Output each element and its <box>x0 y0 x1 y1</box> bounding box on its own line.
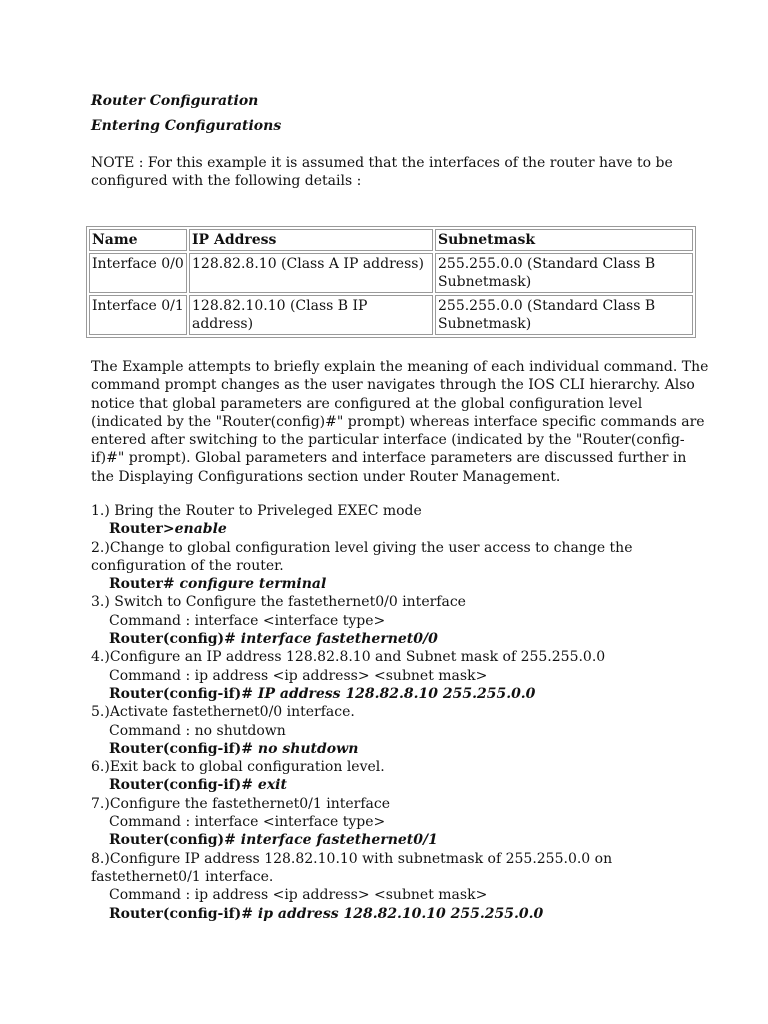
page-title: Router Configuration <box>91 93 259 109</box>
command-syntax: Command : ip address <ip address> <subnet mask> <box>109 887 488 904</box>
command: interface fastethernet0/1 <box>240 832 438 849</box>
prompt: Router(config)# <box>109 832 241 849</box>
step-text: 1.) Bring the Router to Priveleged EXEC mode <box>91 503 422 519</box>
command-syntax: Command : ip address <ip address> <subnet mask> <box>109 667 488 684</box>
prompt: Router# <box>109 576 180 593</box>
command: no shutdown <box>257 740 359 757</box>
command-syntax: Command : no shutdown <box>109 722 286 739</box>
prompt: Router(config-if)# <box>109 685 258 702</box>
step-text: 4.)Configure an IP address 128.82.8.10 and Subnet mask of 255.255.0.0 <box>91 649 606 666</box>
command: IP address 128.82.8.10 255.255.0.0 <box>257 685 536 702</box>
header-ip-address: IP Address <box>189 229 433 251</box>
command: enable <box>174 521 227 538</box>
command-line <box>91 685 721 703</box>
cell-subnetmask: 255.255.0.0 (Standard Class B Subnetmask) <box>435 253 693 293</box>
header-subnetmask: Subnetmask <box>435 229 693 251</box>
prompt: Router(config-if)# <box>109 905 258 922</box>
prompt: Router(config-if)# <box>109 777 258 794</box>
table-row <box>89 253 693 293</box>
step-text: 3.) Switch to Configure the fastethernet0/0 interface <box>91 594 466 611</box>
step-text: 2.)Change to global configuration level giving the user access to change the configuration of the router. <box>91 539 633 574</box>
command-syntax: Command : interface <interface type> <box>109 814 386 831</box>
prompt: Router(config)# <box>109 631 241 648</box>
prompt: Router> <box>109 521 175 538</box>
command: ip address 128.82.10.10 255.255.0.0 <box>257 905 544 922</box>
cell-ip-address: 128.82.10.10 (Class B IP address) <box>189 295 433 335</box>
cell-name: Interface 0/0 <box>89 253 187 293</box>
explanation-paragraph: The Example attempts to briefly explain the meaning of each individual command. The command prompt changes as the user navigates through the IOS CLI hierarchy. Also notice that global parameters are configured at the global configuration level (indicated by the "Router(config)#" prompt) whereas interface specific commands are entered after switching to the particular interface (indicated by the "Router(config-if)#" prompt). Global parameters and interface parameters are discussed further in the Displaying Configurations section under Router Management. <box>91 359 709 485</box>
command-line <box>91 776 721 794</box>
cell-ip-address: 128.82.8.10 (Class A IP address) <box>189 253 433 293</box>
table-header-row <box>89 229 693 251</box>
command-line <box>91 630 721 648</box>
command: interface fastethernet0/0 <box>240 631 438 648</box>
command-line <box>91 740 721 758</box>
header-name: Name <box>89 229 187 251</box>
note-paragraph: NOTE : For this example it is assumed that the interfaces of the router have to be configured with the following details : <box>91 155 673 190</box>
command-syntax: Command : interface <interface type> <box>109 612 386 629</box>
step-text: 7.)Configure the fastethernet0/1 interface <box>91 795 391 812</box>
command-line <box>91 905 721 923</box>
step-text: 6.)Exit back to global configuration level. <box>91 759 385 776</box>
command: exit <box>257 777 287 794</box>
prompt: Router(config-if)# <box>109 740 258 757</box>
command-line <box>91 575 721 593</box>
command: configure terminal <box>179 576 327 593</box>
step-text: 8.)Configure IP address 128.82.10.10 with subnetmask of 255.255.0.0 on fastethernet0/1 interface. <box>91 850 613 885</box>
command-line <box>91 831 721 849</box>
step-text: 5.)Activate fastethernet0/0 interface. <box>91 704 355 721</box>
table-row <box>89 295 693 335</box>
command-line <box>91 520 721 538</box>
cell-subnetmask: 255.255.0.0 (Standard Class B Subnetmask) <box>435 295 693 335</box>
cell-name: Interface 0/1 <box>89 295 187 335</box>
steps-list <box>91 502 721 923</box>
section-heading: Entering Configurations <box>91 118 282 134</box>
interface-table <box>86 226 696 338</box>
